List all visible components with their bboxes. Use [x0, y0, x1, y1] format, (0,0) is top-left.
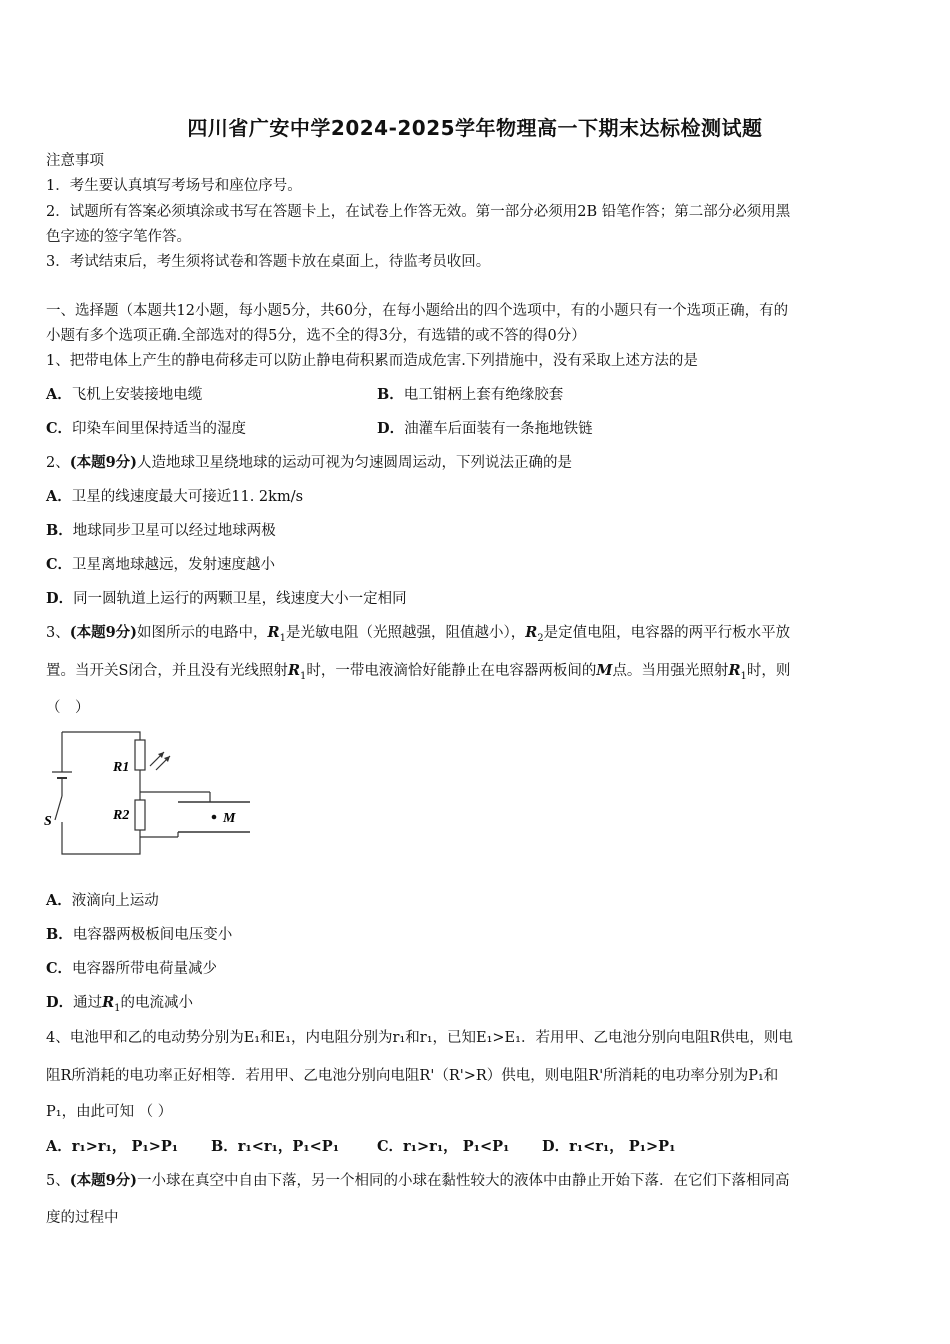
option-text: 电工钳柄上套有绝缘胶套 — [403, 387, 564, 403]
option-text: 电容器两极板间电压变小 — [72, 927, 233, 943]
question-text: 置。当开关S闭合，并且没有光线照射 — [46, 663, 288, 679]
r2-resistor — [135, 800, 145, 830]
question-1-stem: 1、把带电体上产生的静电荷移走可以防止静电荷积累而造成危害.下列措施中，没有采取上述方法的是 — [46, 353, 698, 369]
question-2-stem — [46, 451, 906, 475]
option-label: B． — [46, 522, 73, 539]
r2-symbol: R — [525, 624, 538, 641]
question-text: 是定值电阻，电容器的两平行板水平放 — [543, 625, 791, 641]
q4-option-a — [46, 1135, 178, 1159]
question-text: 是光敏电阻（光照越强，阻值越小）， — [285, 625, 526, 641]
option-label: B． — [46, 926, 73, 943]
circuit-wire — [62, 822, 140, 854]
question-text: 一小球在真空中自由下落，另一个相同的小球在黏性较大的液体中由静止开始下落．在它们下落相同高 — [137, 1173, 790, 1189]
question-4-stem-line2: 阻R所消耗的电功率正好相等．若用甲、乙电池分别向电阻R'（R'>R）供电，则电阻R'所消耗的电功率分别为P₁和 — [46, 1068, 779, 1084]
q3-option-d — [46, 991, 906, 1021]
option-text: 同一圆轨道上运行的两颗卫星，线速度大小一定相同 — [73, 591, 407, 607]
option-label: C． — [46, 556, 73, 573]
section-intro: 一、选择题（本题共12小题，每小题5分，共60分，在每小题给出的四个选项中，有的小题只有一个选项正确，有的 — [46, 303, 789, 319]
option-label: A． — [46, 386, 72, 403]
option-text: 液滴向上运动 — [71, 893, 159, 909]
q3-option-c — [46, 957, 906, 981]
question-text: 人造地球卫星绕地球的运动可视为匀速圆周运动，下列说法正确的是 — [137, 455, 573, 471]
q1-option-d — [377, 417, 593, 441]
m-point-symbol: M — [596, 662, 613, 679]
question-3-stem-line1 — [46, 621, 906, 651]
option-text: 印染车间里保持适当的湿度 — [72, 421, 247, 437]
r1-subscript: 1 — [114, 1002, 121, 1014]
question-text: 时，一带电液滴恰好能静止在电容器两板间的 — [306, 663, 597, 679]
q2-option-c — [46, 553, 906, 577]
question-5-stem-line2: 度的过程中 — [46, 1210, 119, 1226]
q4-option-c — [377, 1135, 509, 1159]
r1-subscript: 1 — [300, 670, 307, 682]
question-3-answer-blank: （ ） — [46, 700, 90, 716]
option-label: C． — [46, 420, 73, 437]
notice-item: 1．考生要认真填写考场号和座位序号。 — [46, 178, 302, 194]
option-label: D． — [46, 994, 74, 1011]
notice-heading: 注意事项 — [46, 153, 104, 169]
q1-option-b — [377, 383, 563, 407]
question-points: (本题9分) — [69, 624, 138, 641]
r1-subscript: 1 — [279, 632, 286, 644]
q2-option-a — [46, 485, 906, 509]
option-text: 电容器所带电荷量减少 — [72, 961, 218, 977]
q2-option-b — [46, 519, 906, 543]
question-points: (本题9分) — [69, 1172, 138, 1189]
r1-symbol: R — [102, 994, 115, 1011]
m-point-label: M — [223, 811, 236, 826]
option-label: C． — [46, 960, 73, 977]
q2-option-d — [46, 587, 906, 611]
switch-lever — [55, 796, 62, 820]
q1-option-c — [46, 417, 246, 441]
circuit-wire — [62, 732, 140, 740]
option-text: 通过 — [73, 995, 103, 1011]
r2-label: R2 — [113, 808, 130, 823]
question-3-stem-line2 — [46, 659, 906, 689]
r1-symbol: R — [728, 662, 741, 679]
option-text: r₁<r₁， P₁>P₁ — [569, 1138, 676, 1155]
option-label: B． — [211, 1138, 238, 1155]
option-label: D． — [46, 590, 74, 607]
notice-item: 2．试题所有答案必须填涂或书写在答题卡上，在试卷上作答无效。第一部分必须用2B 铅笔作答；第二部分必须用黑 — [46, 204, 791, 220]
option-label: D． — [542, 1138, 570, 1155]
notice-item: 3．考试结束后，考生须将试卷和答题卡放在桌面上，待监考员收回。 — [46, 254, 491, 270]
question-4-stem-line3: P₁，由此可知 （ ） — [46, 1104, 173, 1120]
q4-option-d — [542, 1135, 675, 1159]
r1-resistor — [135, 740, 145, 770]
q3-option-a — [46, 889, 906, 913]
question-number: 3、 — [46, 625, 70, 641]
question-5-stem-line1 — [46, 1169, 906, 1193]
r1-subscript: 1 — [740, 670, 747, 682]
question-text: 点。当用强光照射 — [612, 663, 729, 679]
option-label: C． — [377, 1138, 404, 1155]
r1-symbol: R — [267, 624, 280, 641]
option-label: A． — [46, 892, 72, 909]
option-label: B． — [377, 386, 404, 403]
option-text: r₁>r₁， P₁<P₁ — [403, 1138, 510, 1155]
q1-option-a — [46, 383, 202, 407]
r1-label: R1 — [113, 760, 130, 775]
option-text: 地球同步卫星可以经过地球两极 — [72, 523, 276, 539]
question-number: 5、 — [46, 1173, 70, 1189]
page-title: 四川省广安中学2024-2025学年物理高一下期末达标检测试题 — [187, 116, 763, 140]
q3-option-b — [46, 923, 906, 947]
notice-item: 色字迹的签字笔作答。 — [46, 229, 191, 245]
circuit-diagram — [40, 722, 260, 862]
r1-symbol: R — [287, 662, 300, 679]
option-label: D． — [377, 420, 405, 437]
question-text: 如图所示的电路中， — [137, 625, 268, 641]
option-text: r₁<r₁，P₁<P₁ — [237, 1138, 340, 1155]
question-text: 时，则 — [746, 663, 791, 679]
switch-label: S — [44, 814, 52, 829]
option-label: A． — [46, 488, 72, 505]
option-text: 卫星离地球越远，发射速度越小 — [72, 557, 276, 573]
option-text: 飞机上安装接地电缆 — [71, 387, 203, 403]
option-text: 卫星的线速度最大可接近11. 2km/s — [71, 489, 304, 505]
droplet-point — [212, 815, 217, 820]
option-text: r₁>r₁， P₁>P₁ — [71, 1138, 179, 1155]
section-intro: 小题有多个选项正确.全部选对的得5分，选不全的得3分，有选错的或不答的得0分） — [46, 328, 586, 344]
question-points: (本题9分) — [69, 454, 138, 471]
question-number: 2、 — [46, 455, 70, 471]
r2-subscript: 2 — [537, 632, 544, 644]
option-text: 油灌车后面装有一条拖地铁链 — [404, 421, 593, 437]
q4-option-b — [211, 1135, 339, 1159]
option-label: A． — [46, 1138, 72, 1155]
option-text: 的电流减小 — [120, 995, 194, 1011]
question-4-stem-line1: 4、电池甲和乙的电动势分别为E₁和E₁，内电阻分别为r₁和r₁，已知E₁>E₁．若用甲、乙电池分别向电阻R供电，则电 — [46, 1030, 793, 1046]
